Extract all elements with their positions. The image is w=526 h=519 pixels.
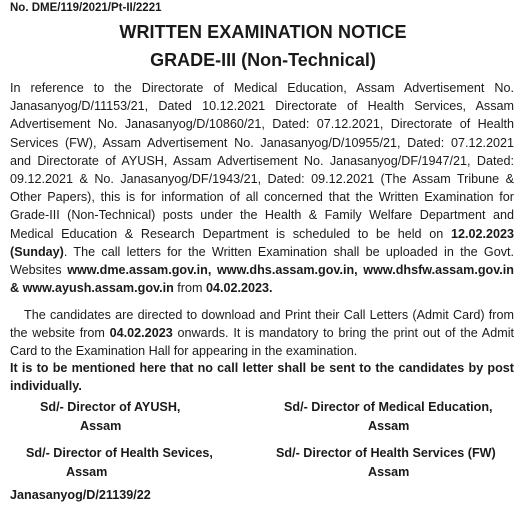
notice-paragraph-admit-card xyxy=(10,306,514,361)
signature-medical-education xyxy=(284,398,493,436)
signature-title: Sd/- Director of Medical Education, xyxy=(284,400,493,414)
paragraph-text: In reference to the Directorate of Medical Education, Assam Advertisement No. Janasanyog/D/11153/21, Dated 10.12.2021 Directorate of Health Services, Assam Advertisement No. Janasanyog/D/10860/21, Dated: 07.12.2021, Directorate of Health Services (FW), Assam Advertisement No. Janasanyog/D/10955/21, Dated: 07.12.2021 and Directorate of AYUSH, Assam Advertisement No. Janasanyog/DF/1947/21, Dated: 09.12.2021 & No. Janasanyog/DF/1943/21, Dated: 09.12.2021 (The Assam Tribune & Other Papers), this is for information of all concerned that the Written Examination for Grade-III (Non-Technical) posts under the Health & Family Welfare Department and Medical Education & Research Department is scheduled to be held on xyxy=(10,81,514,241)
paragraph-text: The candidates are directed to download and Print their Call Letters (Admit Card) from the website from xyxy=(10,308,514,341)
signature-title: Sd/- Director of Health Services (FW) xyxy=(276,446,496,460)
janasanyog-number: Janasanyog/D/21139/22 xyxy=(10,488,151,502)
signature-place: Assam xyxy=(66,465,108,479)
notice-paragraph-no-post: It is to be mentioned here that no call letter shall be sent to the candidates by post individually. xyxy=(10,361,514,394)
signature-health-services xyxy=(26,444,213,482)
notice-subtitle: GRADE-III (Non-Technical) xyxy=(150,50,376,70)
signature-place: Assam xyxy=(368,465,410,479)
exam-date: 12.02.2023 (Sunday) xyxy=(10,226,514,259)
notice-title: WRITTEN EXAMINATION NOTICE xyxy=(119,22,407,42)
download-date: 04.02.2023 xyxy=(109,326,173,341)
signature-place: Assam xyxy=(368,419,410,433)
notice-paragraph-main xyxy=(10,79,514,297)
signature-title: Sd/- Director of AYUSH, xyxy=(40,400,181,414)
reference-number: No. DME/119/2021/Pt-II/2221 xyxy=(10,2,162,14)
paragraph-text: onwards. It is mandatory to bring the print out of the Admit Card to the Examination Hall for appearing in the examination. xyxy=(10,326,514,359)
upload-date: 04.02.2023. xyxy=(205,281,273,296)
paragraph-text: . The call letters for the Written Examination shall be uploaded in the Govt. Websites xyxy=(10,244,514,278)
signature-health-services-fw xyxy=(276,444,496,482)
signature-place: Assam xyxy=(80,419,122,433)
signature-ayush xyxy=(40,398,180,436)
website-list: www.dme.assam.gov.in, www.dhs.assam.gov.in, www.dhsfw.assam.gov.in & www.ayush.assam.gov.in xyxy=(10,263,514,296)
signature-title: Sd/- Director of Health Sevices, xyxy=(26,446,213,460)
paragraph-text: from xyxy=(173,281,206,296)
